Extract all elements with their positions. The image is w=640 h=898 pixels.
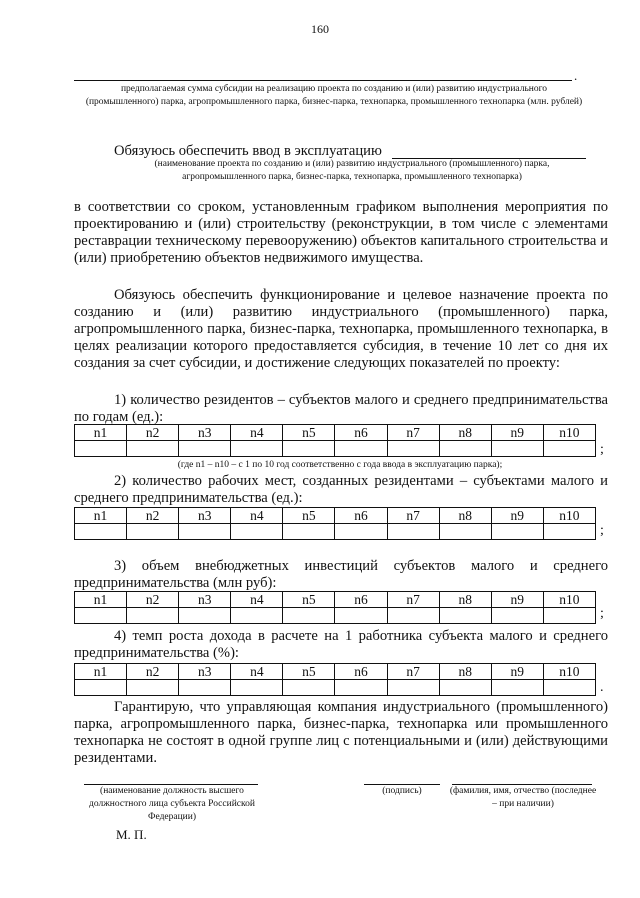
table-header-cell: n6 [335, 592, 387, 608]
table-value-cell[interactable] [283, 441, 335, 457]
commit-intro: Обязуюсь обеспечить ввод в эксплуатацию [114, 143, 382, 159]
table-header-cell: n5 [283, 592, 335, 608]
indicator-1-end: ; [600, 442, 604, 457]
subsidy-caption: предполагаемая сумма субсидии на реализацию проекта по созданию и (или) развитию индустриального (промышленного) парка, агропромышленного парка, бизнес-парка, технопарка, промышленного технопарка (млн. рублей) [85, 84, 583, 107]
page-number: 160 [311, 22, 329, 36]
table-value-cell[interactable] [75, 441, 127, 457]
table-header-cell: n5 [283, 664, 335, 680]
signature-caption: (подпись) [382, 786, 422, 796]
table-value-cell[interactable] [283, 524, 335, 540]
table-header-cell: n8 [439, 425, 491, 441]
table-value-cell[interactable] [335, 524, 387, 540]
table-value-cell[interactable] [439, 524, 491, 540]
table-value-cell[interactable] [439, 680, 491, 696]
table-header-cell: n10 [543, 664, 595, 680]
table-header-cell: n7 [387, 664, 439, 680]
table-value-cell[interactable] [387, 441, 439, 457]
table-value-row [75, 441, 596, 457]
table-value-cell[interactable] [439, 441, 491, 457]
table-header-cell: n3 [179, 664, 231, 680]
paragraph-schedule: в соответствии со сроком, установленным графиком выполнения мероприятия по проектированию и (или) строительству (реконструкции, в том числе с элементами реставрации техническому перевооружению) объектов капитального строительства и (или) приобретению объектов недвижимого имущества. [74, 199, 608, 266]
table-header-cell: n8 [439, 592, 491, 608]
table-header-cell: n9 [491, 592, 543, 608]
table-value-cell[interactable] [127, 680, 179, 696]
table-value-cell[interactable] [439, 608, 491, 624]
table-header-cell: n4 [231, 425, 283, 441]
indicator-4-label: 4) темп роста дохода в расчете на 1 работника субъекта малого и среднего предпринимательства (%): [74, 628, 608, 661]
table-value-cell[interactable] [231, 680, 283, 696]
table-value-cell[interactable] [491, 680, 543, 696]
table-header-row [75, 508, 596, 524]
table-value-cell[interactable] [179, 680, 231, 696]
table-header-cell: n9 [491, 508, 543, 524]
indicator-2-table [74, 507, 596, 540]
table-header-cell: n7 [387, 508, 439, 524]
paragraph-functioning: Обязуюсь обеспечить функционирование и целевое назначение проекта по созданию и (или) развитию индустриального (промышленного) парка, агропромышленного парка, бизнес-парка, технопарка, промышленного технопарка, в целях реализации которого предоставляется субсидия, в течение 10 лет со дня их создания за счет субсидии, и достижение следующих показателей по проекту: [74, 287, 608, 371]
table-value-cell[interactable] [231, 441, 283, 457]
table-value-cell[interactable] [543, 524, 595, 540]
table-value-cell[interactable] [127, 441, 179, 457]
table-header-cell: n9 [491, 664, 543, 680]
table-value-cell[interactable] [491, 524, 543, 540]
table-value-cell[interactable] [491, 441, 543, 457]
table-header-cell: n7 [387, 592, 439, 608]
table-header-cell: n2 [127, 508, 179, 524]
table-header-cell: n2 [127, 592, 179, 608]
table-value-cell[interactable] [491, 608, 543, 624]
table-value-cell[interactable] [387, 608, 439, 624]
table-header-cell: n2 [127, 664, 179, 680]
table-header-cell: n7 [387, 425, 439, 441]
table-note: (где n1 – n10 – с 1 по 10 год соответственно с года ввода в эксплуатацию парка); [177, 460, 503, 470]
table-value-row [75, 680, 596, 696]
table-header-cell: n8 [439, 508, 491, 524]
table-header-cell: n10 [543, 592, 595, 608]
table-header-cell: n6 [335, 664, 387, 680]
table-header-cell: n4 [231, 592, 283, 608]
table-header-cell: n3 [179, 592, 231, 608]
name-caption: (фамилия, имя, отчество (последнее – при наличии) [449, 786, 597, 809]
indicator-3-label: 3) объем внебюджетных инвестиций субъектов малого и среднего предпринимательства (млн руб): [74, 558, 608, 591]
table-header-cell: n2 [127, 425, 179, 441]
table-header-cell: n5 [283, 425, 335, 441]
table-value-cell[interactable] [75, 608, 127, 624]
table-header-cell: n1 [75, 592, 127, 608]
table-header-row [75, 592, 596, 608]
subsidy-amount-line [74, 80, 572, 81]
table-header-cell: n6 [335, 508, 387, 524]
indicator-4-end: . [600, 680, 604, 695]
table-value-cell[interactable] [231, 524, 283, 540]
table-value-cell[interactable] [387, 524, 439, 540]
guarantee-paragraph: Гарантирую, что управляющая компания индустриального (промышленного) парка, агропромышленного парка, бизнес-парка, технопарка или промышленного технопарка не состоят в одной группе лиц с потенциальными и (или) действующими резидентами. [74, 699, 608, 766]
table-value-cell[interactable] [127, 524, 179, 540]
table-header-cell: n4 [231, 664, 283, 680]
table-header-cell: n9 [491, 425, 543, 441]
table-value-row [75, 524, 596, 540]
table-value-cell[interactable] [231, 608, 283, 624]
table-value-cell[interactable] [387, 680, 439, 696]
indicator-1-label: 1) количество резидентов – субъектов малого и среднего предпринимательства по годам (ед.): [74, 392, 608, 425]
project-caption: (наименование проекта по созданию и (или) развитию индустриального (промышленного) парка, агропромышленного парка, бизнес-парка, технопарка, промышленного технопарка) [154, 159, 550, 182]
table-value-cell[interactable] [543, 441, 595, 457]
indicator-3-end: ; [600, 606, 604, 621]
table-value-cell[interactable] [335, 680, 387, 696]
table-header-cell: n4 [231, 508, 283, 524]
table-value-cell[interactable] [283, 608, 335, 624]
indicator-1-table [74, 424, 596, 457]
table-header-cell: n1 [75, 664, 127, 680]
table-value-cell[interactable] [543, 680, 595, 696]
table-value-row [75, 608, 596, 624]
table-value-cell[interactable] [283, 680, 335, 696]
table-header-cell: n3 [179, 508, 231, 524]
indicator-2-end: ; [600, 523, 604, 538]
table-value-cell[interactable] [543, 608, 595, 624]
indicator-2-label: 2) количество рабочих мест, созданных резидентами – субъектами малого и среднего предпринимательства (ед.): [74, 473, 608, 506]
table-header-cell: n3 [179, 425, 231, 441]
table-value-cell[interactable] [179, 524, 231, 540]
indicator-3-table [74, 591, 596, 624]
table-header-cell: n6 [335, 425, 387, 441]
indicator-4-table [74, 663, 596, 696]
table-value-cell[interactable] [179, 608, 231, 624]
subsidy-line-end-dot: . [574, 68, 578, 83]
position-caption: (наименование должность высшего должностного лица субъекта Российской Федерации) [89, 786, 255, 822]
table-value-cell[interactable] [75, 524, 127, 540]
table-value-cell[interactable] [335, 608, 387, 624]
table-header-cell: n1 [75, 508, 127, 524]
table-value-cell[interactable] [179, 441, 231, 457]
table-header-cell: n10 [543, 508, 595, 524]
table-value-cell[interactable] [335, 441, 387, 457]
table-header-row [75, 664, 596, 680]
table-header-cell: n10 [543, 425, 595, 441]
table-value-cell[interactable] [127, 608, 179, 624]
table-header-cell: n1 [75, 425, 127, 441]
stamp-place: М. П. [116, 827, 147, 842]
table-header-row [75, 425, 596, 441]
table-header-cell: n5 [283, 508, 335, 524]
table-value-cell[interactable] [75, 680, 127, 696]
table-header-cell: n8 [439, 664, 491, 680]
